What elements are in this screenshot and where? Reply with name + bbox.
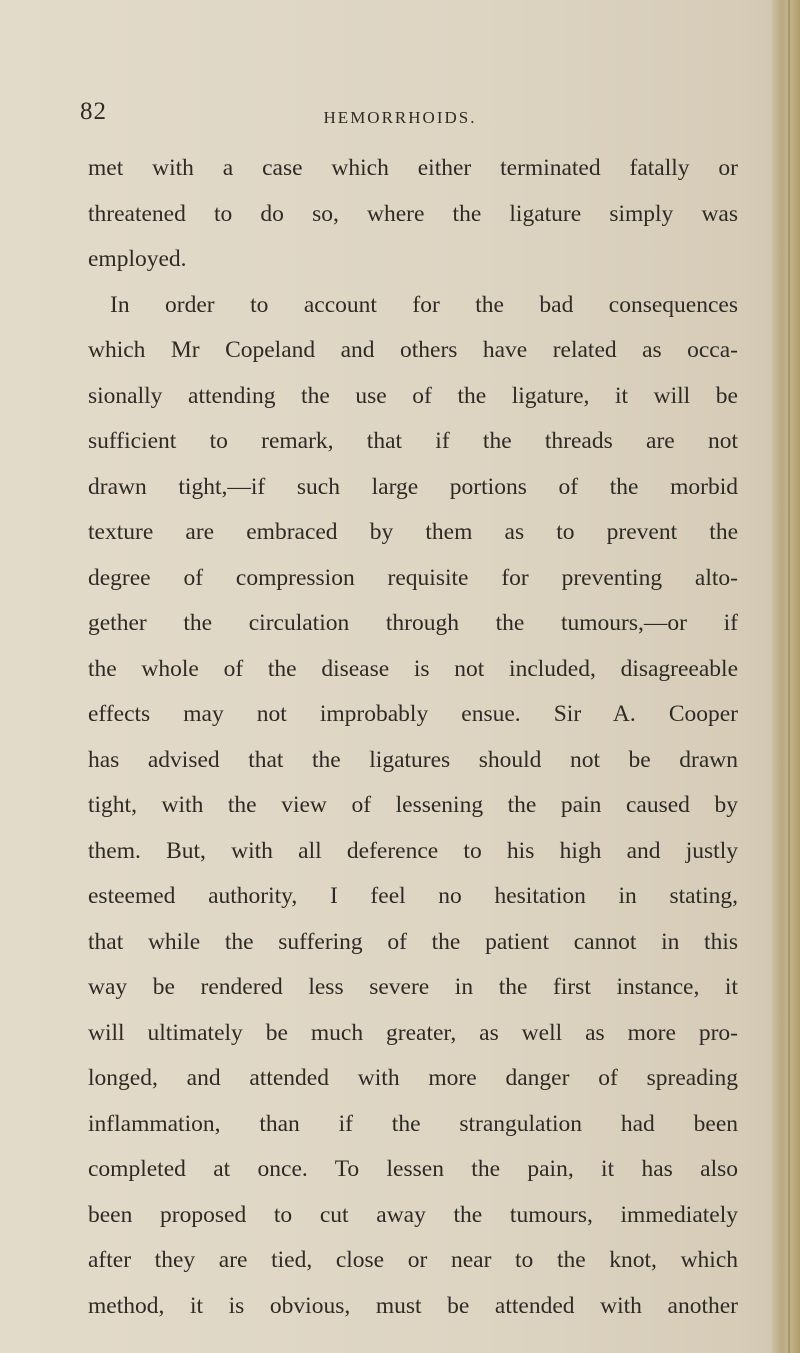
text-line: esteemed authority, I feel no hesitation in stating, — [88, 883, 738, 909]
text-line: way be rendered less severe in the first instance, it — [88, 974, 738, 1000]
running-head: HEMORRHOIDS. — [323, 108, 477, 127]
text-line: sionally attending the use of the ligature, it will be — [88, 382, 738, 409]
page-number: 82 — [80, 98, 107, 125]
text-line: which Mr Copeland and others have related as occa- — [88, 337, 738, 363]
text-line: sufficient to remark, that if the threads are not — [88, 428, 738, 454]
text-line: that while the suffering of the patient cannot in this — [88, 928, 738, 955]
text-line: been proposed to cut away the tumours, immediately — [88, 1201, 738, 1228]
paragraph-start-line: In order to account for the bad consequences — [110, 291, 738, 318]
text-line: will ultimately be much greater, as well as more pro- — [88, 1019, 738, 1046]
text-line: tight, with the view of lessening the pain caused by — [88, 792, 738, 818]
text-line: completed at once. To lessen the pain, it has also — [88, 1156, 738, 1182]
text-line: effects may not improbably ensue. Sir A. Cooper — [88, 701, 738, 727]
text-line: gether the circulation through the tumours,—or if — [88, 610, 738, 636]
text-line: has advised that the ligatures should not be drawn — [88, 746, 738, 773]
text-line: the whole of the disease is not included, disagreeable — [88, 655, 738, 682]
text-line: met with a case which either terminated fatally or — [88, 155, 738, 181]
page-edge — [772, 0, 800, 1353]
page-header — [0, 98, 800, 138]
text-line: texture are embraced by them as to prevent the — [88, 519, 738, 545]
text-line: after they are tied, close or near to the knot, which — [88, 1247, 738, 1273]
text-line: degree of compression requisite for preventing alto- — [88, 564, 738, 591]
text-line: threatened to do so, where the ligature simply was — [88, 200, 738, 227]
text-line: employed. — [88, 246, 187, 272]
text-line: method, it is obvious, must be attended with another — [88, 1292, 738, 1319]
text-line: drawn tight,—if such large portions of the morbid — [88, 473, 738, 500]
body-text — [88, 146, 738, 1329]
text-line: inflammation, than if the strangulation had been — [88, 1110, 738, 1137]
text-line: them. But, with all deference to his high and justly — [88, 837, 738, 864]
page-edge-line — [788, 0, 790, 1353]
text-line: longed, and attended with more danger of spreading — [88, 1065, 738, 1091]
